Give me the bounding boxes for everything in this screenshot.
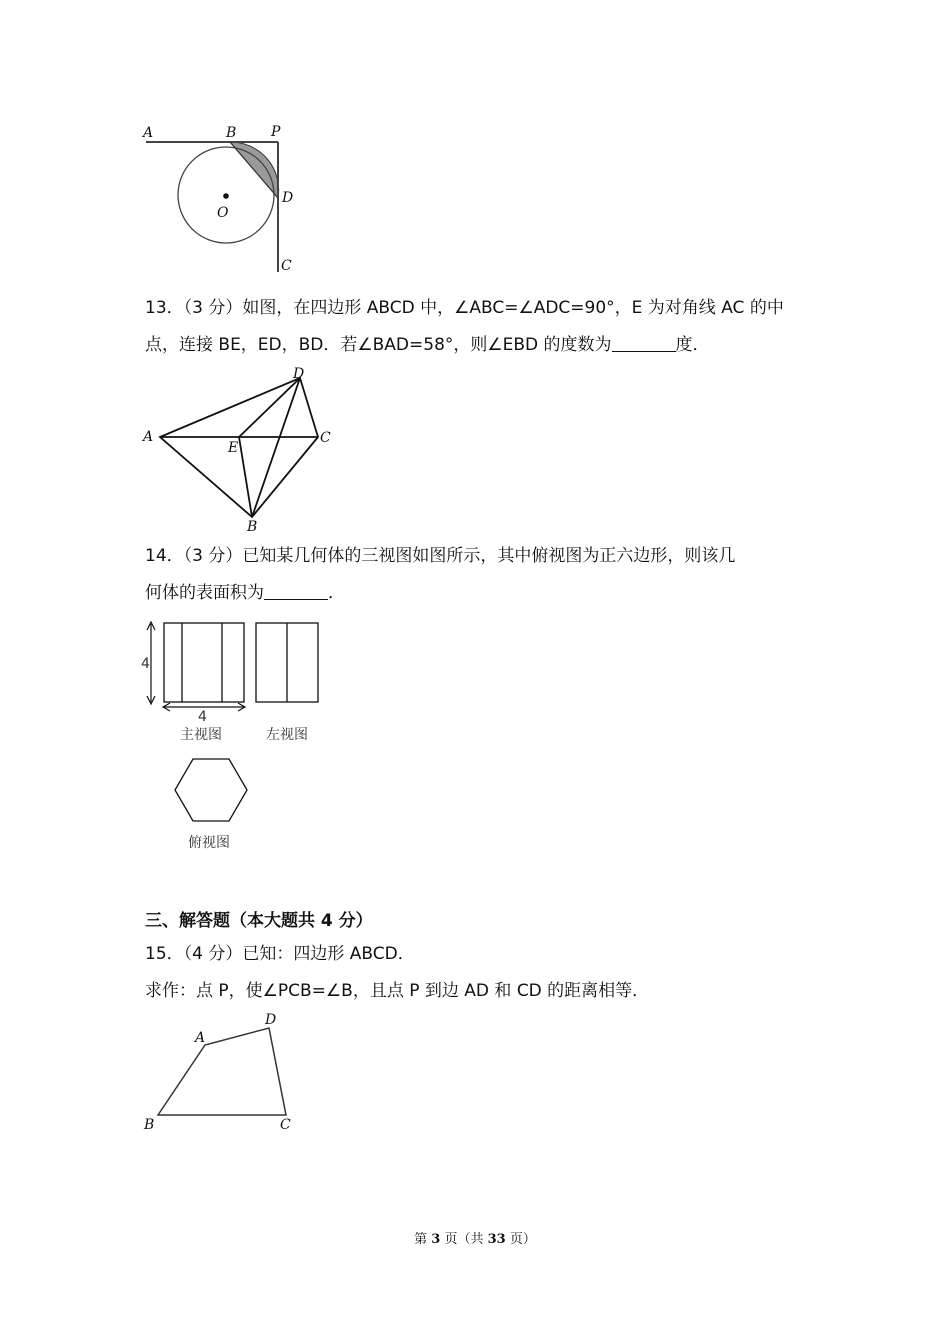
caption-left-view: 左视图 bbox=[266, 727, 308, 743]
answer-blank-13[interactable] bbox=[612, 331, 676, 352]
caption-front-view: 主视图 bbox=[180, 727, 222, 743]
dim-width-label: 4 bbox=[198, 709, 207, 725]
question-14-line2 bbox=[145, 575, 825, 612]
footer-mid: 页（共 bbox=[440, 1232, 488, 1247]
question-14-end: ． bbox=[328, 583, 345, 603]
label-b: B bbox=[226, 125, 237, 141]
label-d: D bbox=[293, 366, 305, 382]
page-footer bbox=[0, 1228, 950, 1247]
quad-outline bbox=[160, 378, 318, 517]
front-view bbox=[164, 623, 244, 702]
question-13-unit: 度． bbox=[675, 335, 710, 355]
label-b: B bbox=[247, 519, 258, 535]
quad-outline bbox=[158, 1028, 286, 1115]
dim-height-label: 4 bbox=[141, 656, 150, 672]
section-title: 三、解答题（本大题共 4 分） bbox=[145, 911, 373, 931]
label-c: C bbox=[320, 430, 331, 446]
footer-pre: 第 bbox=[414, 1232, 432, 1247]
question-14-line1: 14．（3 分）已知某几何体的三视图如图所示，其中俯视图为正六边形，则该几 bbox=[145, 546, 736, 566]
label-e: E bbox=[228, 440, 239, 456]
segment-ed bbox=[239, 378, 300, 437]
label-a: A bbox=[195, 1030, 206, 1046]
segment-bd bbox=[252, 378, 300, 517]
footer-total-pages: 33 bbox=[487, 1232, 506, 1247]
label-a: A bbox=[143, 429, 154, 445]
label-b: B bbox=[144, 1117, 155, 1133]
caption-top-view: 俯视图 bbox=[188, 835, 230, 851]
center-dot bbox=[223, 193, 229, 199]
label-d: D bbox=[265, 1012, 277, 1028]
answer-blank-14[interactable] bbox=[264, 579, 328, 600]
figure-circle-tangent bbox=[140, 120, 320, 280]
label-a: A bbox=[143, 125, 154, 141]
label-c: C bbox=[280, 1117, 291, 1133]
question-14-text: 何体的表面积为 bbox=[145, 583, 264, 603]
segment-eb bbox=[239, 437, 252, 517]
label-d: D bbox=[282, 190, 294, 206]
label-p: P bbox=[271, 124, 281, 140]
footer-post: 页） bbox=[505, 1232, 536, 1247]
top-view-hexagon bbox=[175, 759, 247, 821]
question-15-line2: 求作：点 P，使∠PCB=∠B，且点 P 到边 AD 和 CD 的距离相等． bbox=[145, 981, 650, 1001]
label-c: C bbox=[281, 258, 292, 274]
question-13-line1: 13．（3 分）如图，在四边形 ABCD 中，∠ABC=∠ADC=90°，E 为对角线 AC 的中 bbox=[145, 298, 784, 318]
question-13-text: 点，连接 BE，ED，BD．若∠BAD=58°，则∠EBD 的度数为 bbox=[145, 335, 612, 355]
question-15-line1: 15．（4 分）已知：四边形 ABCD． bbox=[145, 944, 415, 964]
label-o: O bbox=[217, 205, 229, 221]
figure-quadrilateral-15 bbox=[140, 1008, 320, 1138]
figure-quadrilateral-abcd bbox=[140, 365, 340, 535]
footer-page-number: 3 bbox=[431, 1232, 441, 1247]
figure-three-views bbox=[140, 615, 340, 860]
question-13-line2 bbox=[145, 327, 825, 364]
